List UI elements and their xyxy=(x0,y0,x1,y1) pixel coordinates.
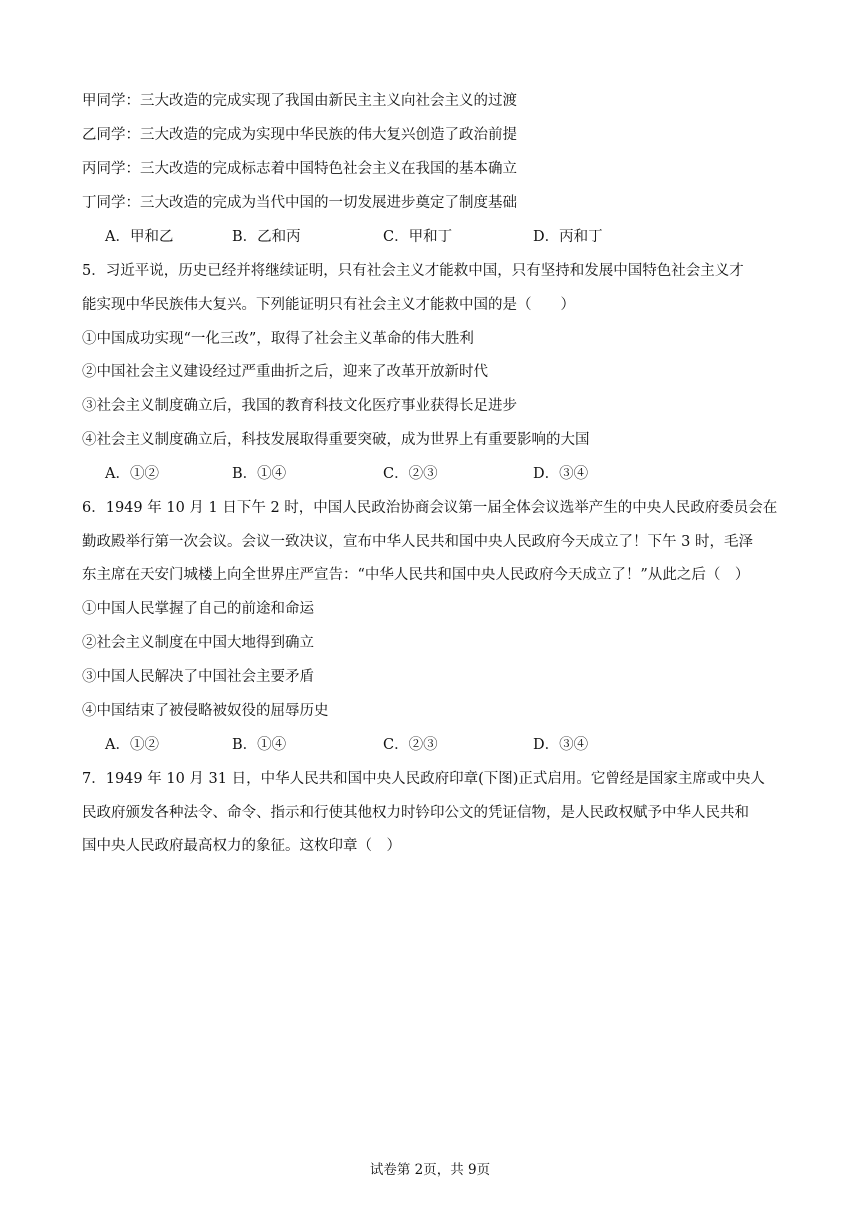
q6-statement-1: ①中国人民掌握了自己的前途和命运 xyxy=(82,601,314,617)
q5-statement-2: ②中国社会主义建设经过严重曲折之后，迎来了改革开放新时代 xyxy=(82,364,488,380)
q5-statement-3: ③社会主义制度确立后，我国的教育科技文化医疗事业获得长足进步 xyxy=(82,398,517,414)
page-footer: 试卷第 2页，共 9页 xyxy=(369,1162,491,1178)
q4-statement-ding: 丁同学：三大改造的完成为当代中国的一切发展进步奠定了制度基础 xyxy=(82,195,517,211)
q4-option-d[interactable]: D．丙和丁 xyxy=(533,229,603,245)
q5-option-d[interactable]: D．③④ xyxy=(533,466,589,482)
q7-stem-line-1: 7．1949 年 10 月 31 日，中华人民共和国中央人民政府印章(下图)正式启用。它曾经是国家主席或中央人 xyxy=(82,771,765,787)
q6-statement-2: ②社会主义制度在中国大地得到确立 xyxy=(82,635,314,651)
q6-option-b[interactable]: B．①④ xyxy=(232,737,287,753)
q4-statement-yi: 乙同学：三大改造的完成为实现中华民族的伟大复兴创造了政治前提 xyxy=(82,127,517,143)
q5-option-a[interactable]: A．①② xyxy=(105,466,159,482)
q4-option-a[interactable]: A．甲和乙 xyxy=(105,229,174,245)
q6-stem-line-2: 勤政殿举行第一次会议。会议一致决议，宣布中华人民共和国中央人民政府今天成立了！下午 3 时，毛泽 xyxy=(82,534,753,550)
q4-option-b[interactable]: B．乙和丙 xyxy=(232,229,301,245)
q5-statement-1: ①中国成功实现“一化三改”，取得了社会主义革命的伟大胜利 xyxy=(82,331,474,347)
q5-stem-line-2: 能实现中华民族伟大复兴。下列能证明只有社会主义才能救中国的是（ ） xyxy=(82,297,575,313)
q4-option-c[interactable]: C．甲和丁 xyxy=(383,229,453,245)
q5-statement-4: ④社会主义制度确立后，科技发展取得重要突破，成为世界上有重要影响的大国 xyxy=(82,432,590,448)
q5-stem-line-1: 5．习近平说，历史已经并将继续证明，只有社会主义才能救中国，只有坚持和发展中国特色社会主义才 xyxy=(82,263,744,279)
q6-stem-line-1: 6．1949 年 10 月 1 日下午 2 时，中国人民政治协商会议第一届全体会议选举产生的中央人民政府委员会在 xyxy=(82,500,778,516)
q7-stem-line-2: 民政府颁发各种法令、命令、指示和行使其他权力时钤印公文的凭证信物，是人民政权赋予中华人民共和 xyxy=(82,805,749,821)
q4-statement-jia: 甲同学：三大改造的完成实现了我国由新民主主义向社会主义的过渡 xyxy=(82,93,517,109)
q6-statement-4: ④中国结束了被侵略被奴役的屈辱历史 xyxy=(82,703,329,719)
q4-statement-bing: 丙同学：三大改造的完成标志着中国特色社会主义在我国的基本确立 xyxy=(82,161,517,177)
q6-option-c[interactable]: C．②③ xyxy=(383,737,438,753)
q7-stem-line-3: 国中央人民政府最高权力的象征。这枚印章（ ） xyxy=(82,838,401,854)
q6-option-a[interactable]: A．①② xyxy=(105,737,159,753)
q6-option-d[interactable]: D．③④ xyxy=(533,737,589,753)
q5-option-b[interactable]: B．①④ xyxy=(232,466,287,482)
q6-statement-3: ③中国人民解决了中国社会主要矛盾 xyxy=(82,669,314,685)
q6-stem-line-3: 东主席在天安门城楼上向全世界庄严宣告：“中华人民共和国中央人民政府今天成立了！”从此之后（ ） xyxy=(82,567,750,583)
q5-option-c[interactable]: C．②③ xyxy=(383,466,438,482)
